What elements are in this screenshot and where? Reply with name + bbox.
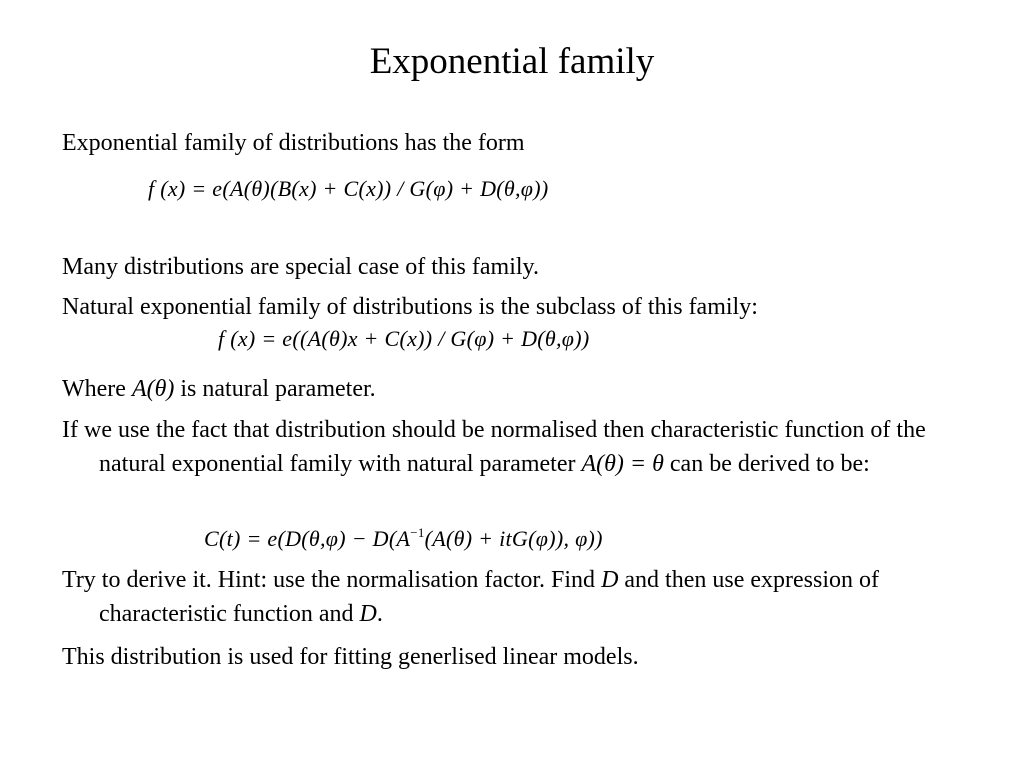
intro-text: Exponential family of distributions has the form	[62, 130, 525, 156]
normalised-line1: If we use the fact that distribution should be normalised then characteristic function of the natural exponential family with natural parameter	[62, 417, 926, 477]
where-text	[62, 372, 962, 406]
formula-char-sup: −1	[410, 525, 425, 540]
formula-char-post: (A(θ) + itG(φ)), φ))	[424, 526, 603, 551]
formula-natural: f (x) = e((A(θ)x + C(x)) / G(φ) + D(θ,φ))	[218, 326, 590, 351]
derive-text	[62, 563, 929, 631]
normalised-text	[62, 413, 979, 481]
slide-title: Exponential family	[369, 41, 655, 82]
formula-characteristic	[204, 524, 603, 554]
derive-part3: .	[376, 601, 383, 627]
natural-intro-text: Natural exponential family of distributions is the subclass of this family:	[62, 294, 758, 320]
where-suffix: is natural parameter.	[174, 376, 376, 402]
normalised-line2: can be derived to be:	[663, 451, 870, 477]
where-prefix: Where	[62, 376, 132, 402]
natural-parameter: A(θ)	[131, 376, 175, 402]
formula-general: f (x) = e(A(θ)(B(x) + C(x)) / G(φ) + D(θ,φ))	[148, 176, 549, 201]
glm-text: This distribution is used for fitting generlised linear models.	[62, 644, 639, 670]
formula-char-pre: C(t) = e(D(θ,φ) − D(A	[204, 526, 411, 551]
derive-part2: and then use expression of characteristic function and	[99, 567, 880, 627]
natural-parameter-equals: A(θ) = θ	[581, 451, 664, 477]
derive-part1: Try to derive it. Hint: use the normalisation factor. Find	[62, 567, 602, 593]
derive-d1: D	[601, 567, 619, 593]
special-case-text: Many distributions are special case of this family.	[62, 254, 539, 280]
derive-d2: D	[359, 601, 377, 627]
